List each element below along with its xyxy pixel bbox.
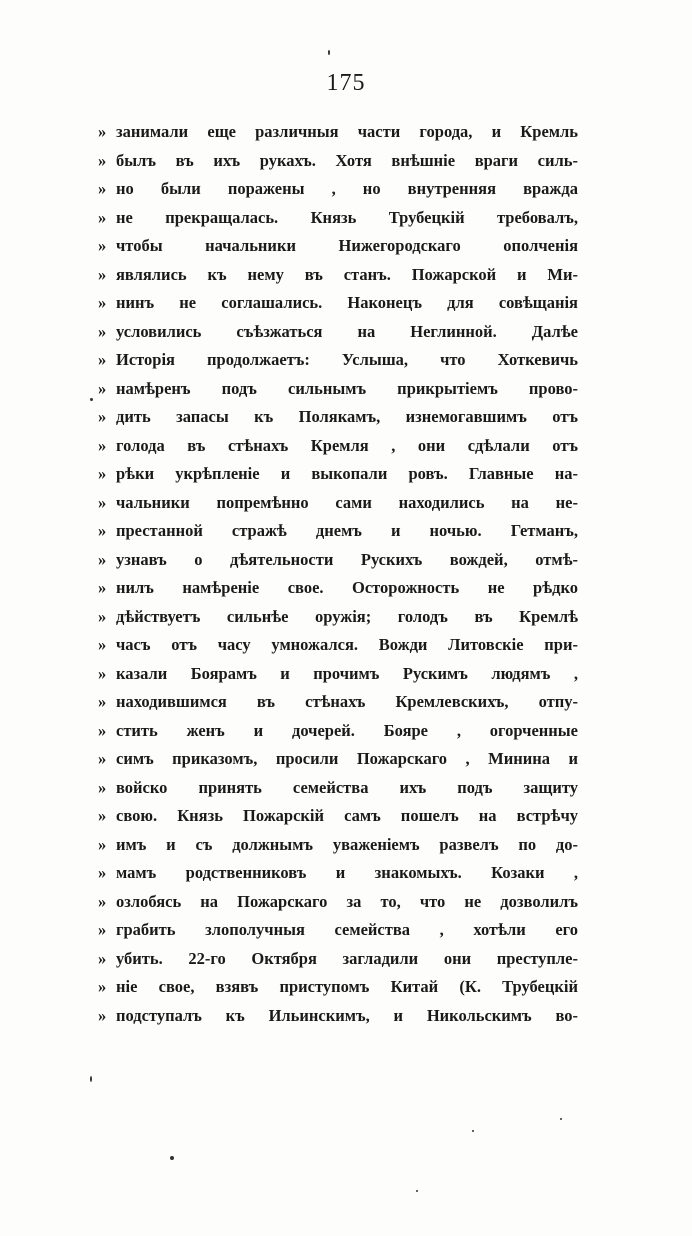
text-line: [98, 517, 578, 546]
text-line: [98, 945, 578, 974]
quote-mark: »: [98, 834, 107, 854]
quote-mark: »: [98, 948, 107, 968]
text-line: [98, 346, 578, 375]
line-text: симъ приказомъ, просили Пожарскаго , Минина и: [116, 749, 578, 768]
line-text: Исторія продолжаетъ: Услыша, что Хоткевичь: [116, 350, 578, 369]
line-text: казали Боярамъ и прочимъ Рускимъ людямъ ,: [116, 663, 578, 683]
page-number: 175: [326, 70, 366, 96]
text-line: [98, 1002, 578, 1031]
quote-mark: »: [98, 891, 107, 911]
quote-mark: »: [98, 549, 107, 569]
line-text: но были поражены , но внутренняя вражда: [116, 179, 578, 198]
line-text: условились съѣзжаться на Неглинной. Далѣе: [116, 321, 578, 341]
line-text: занимали еще различныя части города, и Кремль: [116, 122, 578, 141]
text-line: [98, 460, 578, 489]
line-text: престанной стражѣ днемъ и ночью. Гетманъ,: [116, 521, 578, 540]
quote-mark: »: [98, 521, 107, 540]
quote-mark: »: [98, 692, 107, 711]
print-speck: [90, 1076, 92, 1082]
quote-mark: »: [98, 264, 107, 284]
quote-mark: »: [98, 293, 107, 312]
text-line: [98, 859, 578, 888]
line-text: находившимся въ стѣнахъ Кремлевскихъ, отпу-: [116, 692, 578, 711]
text-line: [98, 204, 578, 233]
text-line: [98, 774, 578, 803]
line-text: убить. 22-го Октября загладили они преступле-: [116, 948, 578, 968]
text-line: [98, 232, 578, 261]
line-text: ніе свое, взявъ приступомъ Китай (К. Трубецкій: [116, 977, 578, 996]
line-text: стить женъ и дочерей. Бояре , огорченные: [116, 720, 578, 740]
text-line: [98, 289, 578, 318]
quote-mark: »: [98, 749, 107, 768]
quote-mark: »: [98, 777, 107, 797]
quote-mark: »: [98, 207, 107, 227]
print-speck: [416, 1190, 418, 1192]
quote-mark: »: [98, 920, 107, 939]
text-line: [98, 745, 578, 774]
line-text: нинъ не соглашались. Наконецъ для совѣщанія: [116, 293, 578, 312]
quote-mark: »: [98, 720, 107, 740]
line-text: чтобы начальники Нижегородскаго ополченія: [116, 236, 578, 255]
line-text: голода въ стѣнахъ Кремля , они сдѣлали отъ: [116, 435, 578, 455]
text-line: [98, 888, 578, 917]
text-line: [98, 631, 578, 660]
quote-mark: »: [98, 863, 107, 882]
line-text: являлись къ нему въ станъ. Пожарской и Ми-: [116, 264, 578, 284]
line-text: свою. Князь Пожарскій самъ пошелъ на встрѣчу: [116, 806, 578, 825]
text-line: [98, 717, 578, 746]
text-line: [98, 546, 578, 575]
text-line: [98, 660, 578, 689]
quote-mark: »: [98, 122, 107, 141]
text-line: [98, 403, 578, 432]
quote-mark: »: [98, 806, 107, 825]
text-line: [98, 489, 578, 518]
quote-mark: »: [98, 321, 107, 341]
line-text: озлобясь на Пожарскаго за то, что не дозволилъ: [116, 891, 578, 911]
quote-mark: »: [98, 407, 107, 426]
text-line: [98, 118, 578, 147]
line-text: чальники попремѣнно сами находились на не-: [116, 492, 578, 512]
text-line: [98, 802, 578, 831]
text-line: [98, 432, 578, 461]
line-text: подступалъ къ Ильинскимъ, и Никольскимъ во-: [116, 1005, 578, 1025]
quote-mark: »: [98, 635, 107, 654]
print-speck: [170, 1156, 174, 1160]
quote-mark: »: [98, 492, 107, 512]
print-speck: [560, 1118, 562, 1120]
line-text: не прекращалась. Князь Трубецкій требовалъ,: [116, 207, 578, 227]
line-text: узнавъ о дѣятельности Рускихъ вождей, отмѣ-: [116, 549, 578, 569]
text-line: [98, 603, 578, 632]
quote-mark: »: [98, 578, 107, 597]
line-text: былъ въ ихъ рукахъ. Хотя внѣшніе враги силь-: [116, 150, 578, 170]
text-line: [98, 688, 578, 717]
quote-mark: »: [98, 977, 107, 996]
text-line: [98, 261, 578, 290]
body-text: [98, 118, 578, 1030]
print-speck: [90, 398, 93, 401]
text-line: [98, 318, 578, 347]
quote-mark: »: [98, 350, 107, 369]
line-text: войско принять семейства ихъ подъ защиту: [116, 777, 578, 797]
quote-mark: »: [98, 435, 107, 455]
text-line: [98, 375, 578, 404]
line-text: рѣки укрѣпленіе и выкопали ровъ. Главные на-: [116, 464, 578, 483]
quote-mark: »: [98, 378, 107, 398]
print-speck: [328, 50, 330, 55]
line-text: дить запасы къ Полякамъ, изнемогавшимъ отъ: [116, 407, 578, 426]
quote-mark: »: [98, 236, 107, 255]
quote-mark: »: [98, 1005, 107, 1025]
line-text: мамъ родственниковъ и знакомыхъ. Козаки ,: [116, 863, 578, 882]
line-text: имъ и съ должнымъ уваженіемъ развелъ по до-: [116, 834, 578, 854]
text-line: [98, 831, 578, 860]
text-line: [98, 916, 578, 945]
line-text: часъ отъ часу умножался. Вожди Литовскіе при-: [116, 635, 578, 654]
text-line: [98, 147, 578, 176]
line-text: намѣренъ подъ сильнымъ прикрытіемъ прово-: [116, 378, 578, 398]
quote-mark: »: [98, 179, 107, 198]
line-text: грабить злополучныя семейства , хотѣли его: [116, 920, 578, 939]
print-speck: [472, 1130, 474, 1132]
quote-mark: »: [98, 663, 107, 683]
text-line: [98, 574, 578, 603]
line-text: нилъ намѣреніе свое. Осторожность не рѣдко: [116, 578, 578, 597]
quote-mark: »: [98, 606, 107, 626]
quote-mark: »: [98, 150, 107, 170]
text-line: [98, 973, 578, 1002]
text-line: [98, 175, 578, 204]
quote-mark: »: [98, 464, 107, 483]
line-text: дѣйствуетъ сильнѣе оружія; голодъ въ Кремлѣ: [116, 606, 578, 626]
